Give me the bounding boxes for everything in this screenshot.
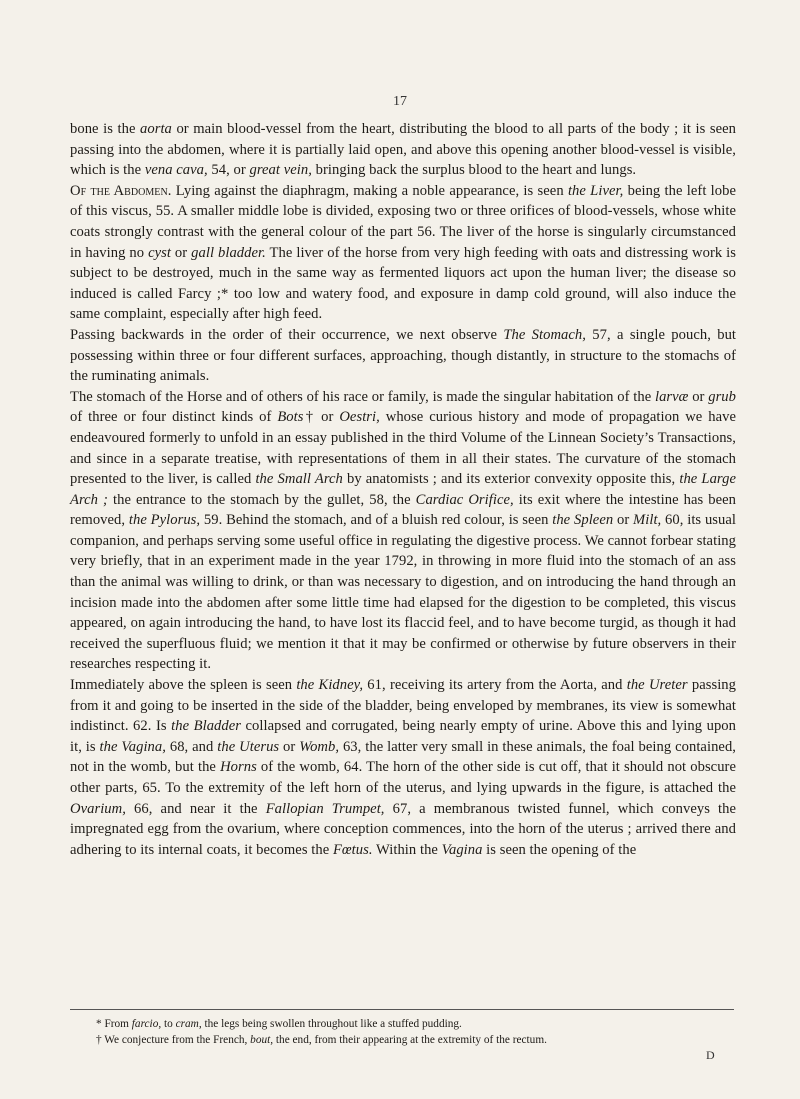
text-run: or (613, 512, 634, 529)
italic-term: the Uterus (217, 738, 280, 755)
text-run: The liver of the horse from very high feeding with oats and distressing work is subject to be destroyed, much in the same way as fermented liquors act upon the human liver; the disease so induced is called Farcy ;* too low and watery food, and exposure in damp cold ground, will also induce the same complaint, especially after high feed. (70, 244, 736, 323)
text-run: or (688, 388, 709, 405)
paragraph (70, 387, 736, 675)
italic-term: Cardiac Orifice, (415, 491, 514, 508)
italic-term: Horns (220, 759, 257, 776)
text-run: the entrance to the stomach by the gullet, 58, the (107, 491, 416, 508)
italic-term: Womb, (299, 738, 340, 755)
italic-term: The Stomach, (503, 326, 586, 343)
italic-term: the Ureter (626, 677, 688, 694)
italic-term: cyst (148, 244, 171, 261)
text-run: by anatomists ; and its exterior convexity opposite this, (342, 471, 680, 488)
footnote (96, 1016, 736, 1032)
text-run: 61, receiving its artery from the Aorta, and (363, 677, 627, 694)
text-run: 63, the latter very small in these animals, the foal being contained, not in the womb, but the (70, 738, 736, 776)
italic-term: the Vagina, (99, 738, 166, 755)
italic-term: the Kidney, (296, 677, 364, 694)
italic-term: farcio, (131, 1018, 162, 1030)
paragraph (70, 325, 736, 387)
paragraph (70, 181, 736, 325)
text-run: † or (303, 409, 340, 426)
text-run: being the left lobe of this viscus, 55. A smaller middle lobe is divided, exposing two or three orifices of blood-vessels, whose white coats strongly contrast with the general colour of the part 56. The liver of the horse is singularly circumstanced in having no (70, 182, 737, 261)
text-run: whose curious history and mode of propagation we have endeavoured formerly to unfold in an essay published in the third Volume of the Linnean Society’s Transactions, and since in a separate treatise, with representations of them in all their states. The curvature of the stomach presented to the liver, is called (70, 409, 736, 488)
italic-term: the Small Arch (255, 471, 343, 488)
text-run: 59. Behind the stomach, and of a bluish red colour, is seen (200, 512, 553, 529)
italic-term: Milt, (633, 512, 662, 529)
footnote (96, 1032, 736, 1048)
text-run: Passing backwards in the order of their occurrence, we next observe (70, 326, 504, 343)
italic-term: Oestri, (339, 409, 380, 426)
page-number: 17 (393, 94, 407, 109)
italic-term: Fœtus. (332, 841, 373, 858)
text-run: passing from it and going to be inserted in the side of the bladder, being enveloped by membranes, its view is somewhat indistinct. 62. Is (70, 677, 736, 735)
italic-term: Fallopian Trumpet, (265, 800, 385, 817)
italic-term: the Spleen (552, 512, 614, 529)
footnote-divider (70, 1009, 734, 1010)
italic-term: cram, (175, 1018, 202, 1030)
italic-term: Ovarium, (70, 800, 126, 817)
italic-term: the Bladder (171, 718, 241, 735)
italic-term: aorta (140, 121, 172, 137)
text-run: of the womb, 64. The horn of the other side is cut off, that it should not obscure other parts, 65. To the extremity of the left horn of the uterus, and lying upwards in the figure, is attached the (70, 759, 736, 796)
text-run: the end, from their appearing at the extremity of the rectum. (273, 1034, 547, 1046)
text-run: 60, its usual companion, and perhaps serving some useful office in regulating the digestive process. We cannot forbear stating very briefly, that in an experiment made in the year 1792, in throwing in more fluid into the stomach of an ass than the animal was willing to drink, or than was necessary to digestion, and on introducing the hand through an incision made into the abdomen after some little time had elapsed for the digestion to be completed, this viscus appeared, on again introducing the hand, to have lost its flaccid feel, and to have become turgid, as though it had received the superfluous fluid; we mention it that it may be confirmed or otherwise by future observers in their researches respecting it. (70, 512, 736, 673)
text-run: Lying against the diaphragm, making a noble appearance, is seen (171, 182, 568, 199)
section-heading: Of the Abdomen. (70, 182, 172, 199)
italic-term: great vein, (249, 162, 312, 179)
footnotes (96, 1016, 736, 1048)
text-run: collapsed and corrugated, being nearly empty of urine. Above this and lying upon it, is (70, 718, 736, 755)
text-run: 57, a single pouch, but possessing within three or four different surfaces, approaching, though distantly, in structure to the stomachs of the ruminating animals. (70, 326, 737, 385)
text-run: its exit where the intestine has been removed, (70, 491, 737, 529)
text-run: bringing back the surplus blood to the heart and lungs. (311, 162, 637, 179)
text-run: The stomach of the Horse and of others of his race or family, is made the singular habitation of the (70, 388, 655, 405)
text-run: 66, and near it the (125, 800, 266, 817)
paragraph (70, 675, 736, 860)
paragraph (70, 119, 736, 181)
italic-term: the Liver, (567, 182, 624, 199)
text-run: † We conjecture from the French, (96, 1034, 251, 1046)
italic-term: the Large Arch ; (70, 471, 736, 508)
text-run: or (170, 244, 192, 261)
text-run: to (161, 1018, 176, 1030)
signature-mark: D (706, 1048, 715, 1062)
text-run: 67, a membranous twisted funnel, which conveys the impregnated egg from the ovarium, where conception commences, into the horn of the uterus ; arrived there and adhering to its internal coats, it becomes the (70, 800, 737, 858)
text-run: Immediately above the spleen is seen (70, 677, 297, 694)
italic-term: bout, (250, 1034, 274, 1046)
text-run: is seen the opening of the (482, 841, 637, 858)
text-run: or main blood-vessel from the heart, distributing the blood to all parts of the body ; it is seen passing into the abdomen, where it is partially laid open, and above this opening another blood-vessel is visible, which is the (70, 121, 737, 179)
italic-term: Bots (277, 409, 304, 426)
text-run: * From (96, 1018, 132, 1030)
text-run: or (279, 738, 300, 755)
italic-term: vena cava, (144, 162, 208, 179)
italic-term: the Pylorus, (128, 512, 201, 529)
text-run: Within the (372, 841, 442, 858)
italic-term: gall bladder. (191, 244, 266, 261)
italic-term: larvæ (654, 388, 689, 405)
body-text (70, 119, 736, 860)
text-run: of three or four distinct kinds of (70, 409, 278, 426)
text-run: bone is the (70, 121, 141, 137)
italic-term: grub (708, 388, 736, 405)
text-run: 54, or (207, 162, 250, 179)
text-run: 68, and (165, 738, 218, 755)
text-run: the legs being swollen throughout like a stuffed pudding. (201, 1018, 462, 1030)
italic-term: Vagina (441, 841, 483, 858)
